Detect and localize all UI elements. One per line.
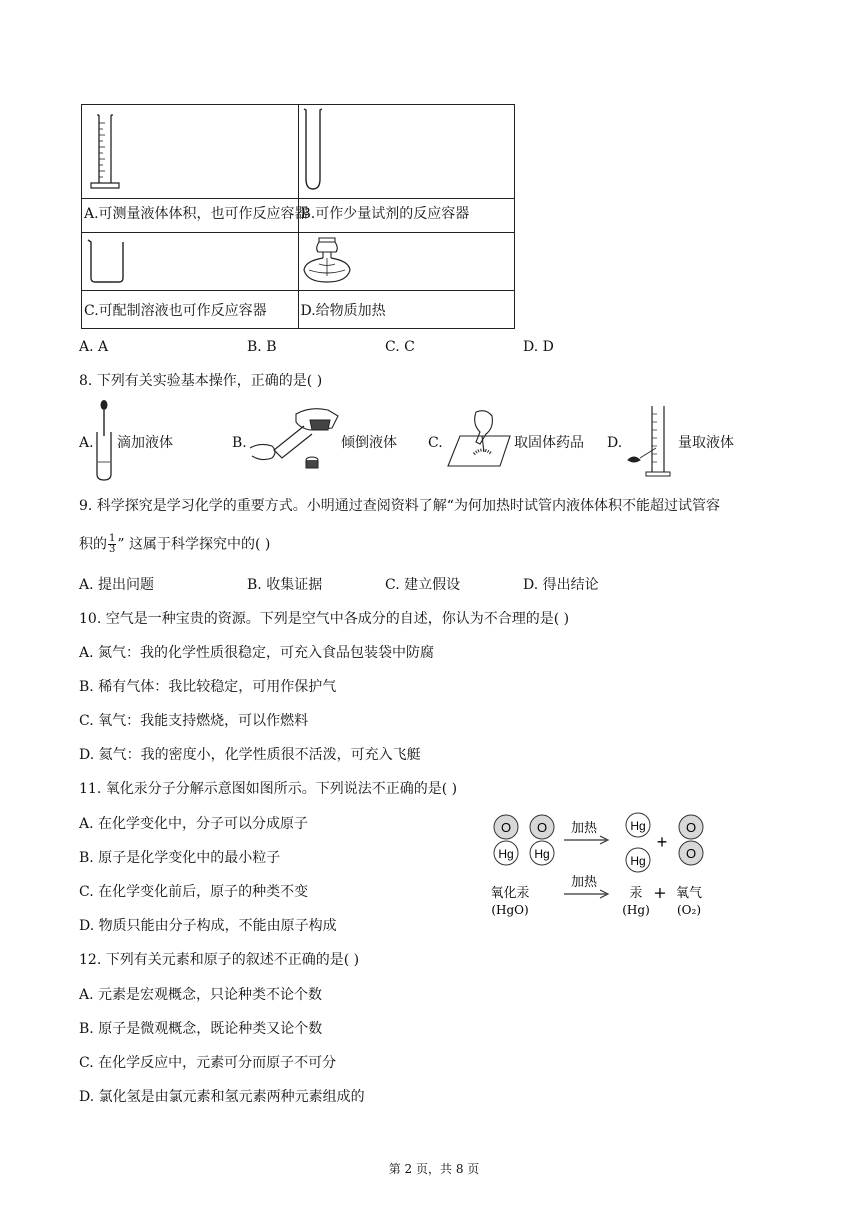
cell-a-caption [82, 199, 309, 233]
option-a-description: A.可测量液体体积，也可作反应容器 [84, 206, 309, 222]
fraction-numerator: 1 [109, 533, 116, 544]
q9-option-a: A. 提出问题 [79, 577, 155, 593]
cell-alcohol-lamp-image [298, 233, 515, 291]
q12-option-c: C. 在化学反应中，元素可分而原子不可分 [79, 1055, 337, 1071]
plus-sign: + [653, 883, 667, 902]
q7-option-b: B. B [247, 339, 277, 355]
q8-option-b-text: 倾倒液体 [341, 435, 397, 451]
q8-option-c-letter: C. [428, 435, 443, 451]
dropper-into-tube-icon [94, 398, 114, 482]
mercury-oxide-decomposition-diagram [488, 810, 718, 925]
oxygen-atom-label: O [685, 846, 697, 861]
fraction-denominator: 3 [109, 544, 116, 555]
q7-option-d: D. D [523, 339, 554, 355]
q11-option-b: B. 原子是化学变化中的最小粒子 [79, 850, 281, 866]
q10-stem: 10. 空气是一种宝贵的资源。下列是空气中各成分的自述，你认为不合理的是( ) [79, 611, 570, 627]
reactant-name: 氧化汞 [490, 886, 530, 901]
q8-option-c-text: 取固体药品 [514, 435, 584, 451]
mercury-atom-label: Hg [630, 819, 646, 833]
plus-sign: + [656, 832, 668, 852]
q9-option-b: B. 收集证据 [247, 577, 323, 593]
q12-option-d: D. 氯化氢是由氯元素和氢元素两种元素组成的 [79, 1089, 365, 1105]
product2-formula: (O₂) [676, 903, 702, 917]
oxygen-atom-label: O [536, 820, 548, 835]
q12-option-a: A. 元素是宏观概念，只论种类不论个数 [79, 987, 323, 1003]
product1-name: 汞 [629, 886, 643, 901]
cell-c-caption [82, 291, 299, 329]
pouring-liquid-icon [250, 404, 342, 478]
q9-option-d: D. 得出结论 [523, 577, 599, 593]
q10-option-c: C. 氧气：我能支持燃烧，可以作燃料 [79, 713, 309, 729]
q8-option-b-letter: B. [232, 435, 247, 451]
q7-option-a: A. A [79, 339, 109, 355]
q12-stem: 12. 下列有关元素和原子的叙述不正确的是( ) [79, 952, 360, 968]
alcohol-lamp-icon [301, 236, 353, 288]
q8-option-a-letter: A. [79, 435, 94, 451]
q8-option-a-text: 滴加液体 [117, 435, 173, 451]
oxygen-atom-label: O [685, 820, 697, 835]
q10-option-b: B. 稀有气体：我比较稳定，可用作保护气 [79, 679, 337, 695]
q9-stem-prefix: 积的 [79, 536, 107, 553]
q9-option-c: C. 建立假设 [385, 577, 461, 593]
heat-condition-label: 加热 [570, 875, 598, 890]
product2-name: 氧气 [675, 886, 703, 901]
q9-stem-line2 [79, 534, 270, 555]
hgo-molecule-2 [530, 815, 554, 865]
cell-beaker-image [82, 233, 299, 291]
mercury-atom-label: Hg [630, 854, 646, 868]
cell-b-caption [298, 199, 515, 233]
reading-cylinder-icon [626, 404, 676, 480]
oxygen-atom-label: O [500, 820, 512, 835]
q7-option-c: C. C [385, 339, 415, 355]
beaker-icon [86, 238, 128, 284]
mercury-atom-label: Hg [534, 847, 550, 861]
q11-option-d: D. 物质只能由分子构成，不能由原子构成 [79, 918, 337, 934]
taking-solid-reagent-icon [446, 406, 512, 470]
q10-option-a: A. 氮气：我的化学性质很稳定，可充入食品包装袋中防腐 [79, 645, 435, 661]
cell-test-tube-image [298, 105, 515, 199]
q11-option-c: C. 在化学变化前后，原子的种类不变 [79, 884, 309, 900]
option-d-description: D.给物质加热 [300, 303, 386, 319]
test-tube-icon [301, 107, 325, 191]
hgo-molecule-1 [494, 815, 518, 865]
q9-stem-suffix: ” 这属于科学探究中的( ) [117, 536, 271, 553]
q12-option-b: B. 原子是微观概念，既论种类又论个数 [79, 1021, 323, 1037]
one-third-fraction [108, 534, 116, 555]
cell-graduated-cylinder-image [82, 105, 299, 199]
apparatus-table [81, 104, 515, 329]
reactant-formula: (HgO) [491, 903, 529, 917]
mercury-atom-label: Hg [498, 847, 514, 861]
q9-stem-line1: 9. 科学探究是学习化学的重要方式。小明通过查阅资料了解“为何加热时试管内液体体积不能超过试管容 [79, 498, 720, 514]
q10-option-d: D. 氦气：我的密度小，化学性质很不活泼，可充入飞艇 [79, 747, 421, 763]
option-b-description: B.可作少量试剂的反应容器 [300, 206, 470, 222]
q8-option-d-text: 量取液体 [678, 435, 734, 451]
product1-formula: (Hg) [622, 903, 650, 917]
q8-option-d-letter: D. [607, 435, 623, 451]
cell-d-caption [298, 291, 515, 329]
page-footer: 第 2 页，共 8 页 [388, 1162, 480, 1176]
graduated-cylinder-icon [88, 111, 122, 193]
heat-condition-label: 加热 [570, 821, 598, 836]
q11-stem: 11. 氧化汞分子分解示意图如图所示。下列说法不正确的是( ) [79, 781, 458, 797]
option-c-description: C.可配制溶液也可作反应容器 [84, 303, 267, 319]
q11-option-a: A. 在化学变化中，分子可以分成原子 [79, 816, 309, 832]
q8-stem: 8. 下列有关实验基本操作，正确的是( ) [79, 373, 323, 389]
